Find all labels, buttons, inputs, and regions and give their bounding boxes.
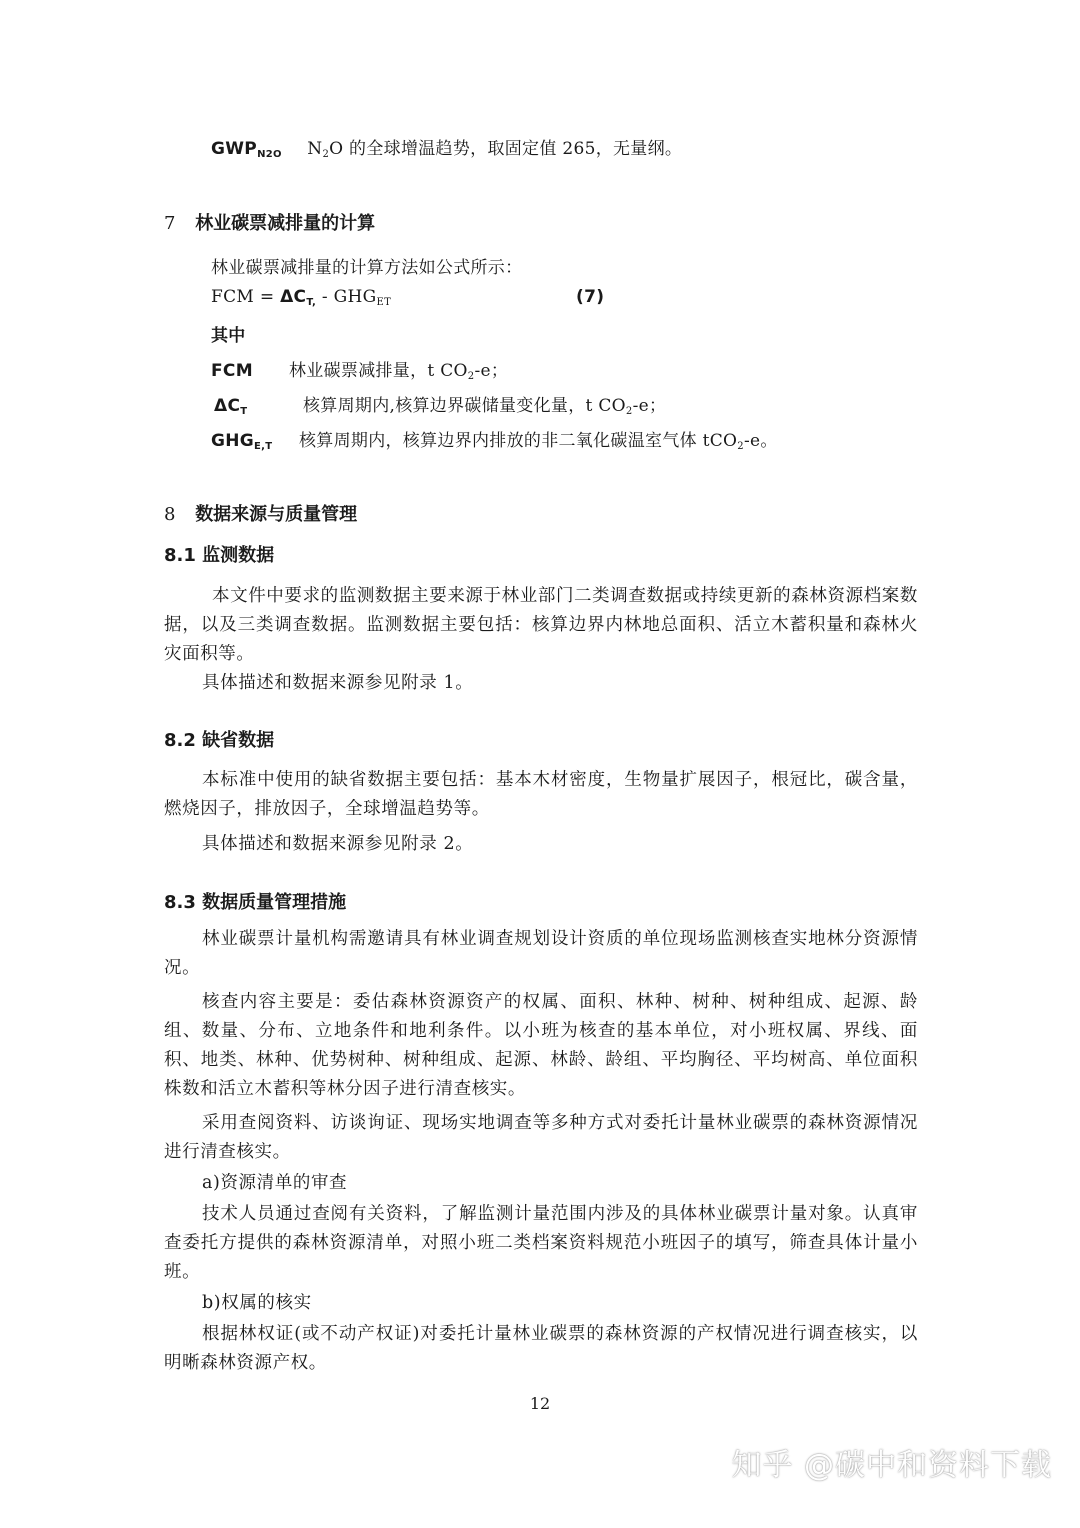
paragraph: 本标准中使用的缺省数据主要包括：基本木材密度，生物量扩展因子，根冠比，碳含量，燃烧因子，排放因子，全球增温趋势等。 xyxy=(164,770,918,819)
paragraph: 具体描述和数据来源参见附录 2。 xyxy=(202,834,474,854)
paragraph: 技术人员通过查阅有关资料，了解监测计量范围内涉及的具体林业碳票计量对象。认真审查委托方提供的森林资源清单，对照小班二类档案资料规范小班因子的填写，筛查具体计量小班。 xyxy=(164,1204,918,1282)
section-8-heading: 8 数据来源与质量管理 xyxy=(164,504,358,525)
formula-number: (7) xyxy=(576,287,605,307)
section-8-2-body xyxy=(164,766,918,859)
paragraph: 具体描述和数据来源参见附录 1。 xyxy=(202,673,474,693)
paragraph: 核查内容主要是：委估森林资源资产的权属、面积、林种、树种、树种组成、起源、龄组、数量、分布、立地条件和地利条件。以小班为核查的基本单位，对小班权属、界线、面积、地类、林种、优势树种、树种组成、起源、林龄、龄组、平均胸径、平均树高、单位面积株数和活立木蓄积等林分因子进行清查核实。 xyxy=(164,992,918,1099)
paragraph: 本文件中要求的监测数据主要来源于林业部门二类调查数据或持续更新的森林资源档案数据，以及三类调查数据。监测数据主要包括：核算边界内林地总面积、活立木蓄积量和森林火灾面积等。 xyxy=(164,586,918,664)
gwp-n2o-line xyxy=(211,134,682,160)
def-fcm: FCM 林业碳票减排量，t $CO_2-e$； xyxy=(211,361,509,382)
section-7-heading: 7 林业碳票减排量的计算 xyxy=(164,213,376,234)
list-item-label: a)资源清单的审查 xyxy=(202,1173,348,1193)
watermark: 知乎 @碳中和资料下载 xyxy=(731,1448,1052,1483)
gwp-symbol: $GWP_{N2O}$ xyxy=(211,139,282,160)
gwp-description: $N_2O$ 的全球增温趋势，取固定值 265，无量纲。 xyxy=(307,139,683,160)
page-number: 12 xyxy=(529,1394,551,1413)
section-8-3-heading: 8.3 数据质量管理措施 xyxy=(164,892,347,913)
section-8-3-body xyxy=(164,925,918,1378)
list-item-label: b)权属的核实 xyxy=(202,1293,312,1313)
formula-7: FCM = $\Delta C_{T,} - GHG_{ET}$ xyxy=(211,287,392,308)
paragraph: 采用查阅资料、访谈询证、现场实地调查等多种方式对委托计量林业碳票的森林资源情况进行清查核实。 xyxy=(164,1113,918,1162)
paragraph: 根据林权证(或不动产权证)对委托计量林业碳票的森林资源的产权情况进行调查核实，以明晰森林资源产权。 xyxy=(164,1324,918,1373)
def-ghg: $GHG_{E,T}$ 核算周期内，核算边界内排放的非二氧化碳温室气体 tCO$_2$-e。 xyxy=(211,431,778,452)
def-delta-c: $\Delta C_T$ 核算周期内,核算边界碳储量变化量，t $CO_2-e$； xyxy=(214,396,667,417)
paragraph: 林业碳票计量机构需邀请具有林业调查规划设计资质的单位现场监测核查实地林分资源情况。 xyxy=(164,929,918,978)
section-7-intro: 林业碳票减排量的计算方法如公式所示： xyxy=(211,258,523,278)
where-label: 其中 xyxy=(211,326,246,346)
section-8-1-heading: 8.1 监测数据 xyxy=(164,545,275,566)
section-8-1-body xyxy=(164,582,918,698)
section-8-2-heading: 8.2 缺省数据 xyxy=(164,730,275,751)
